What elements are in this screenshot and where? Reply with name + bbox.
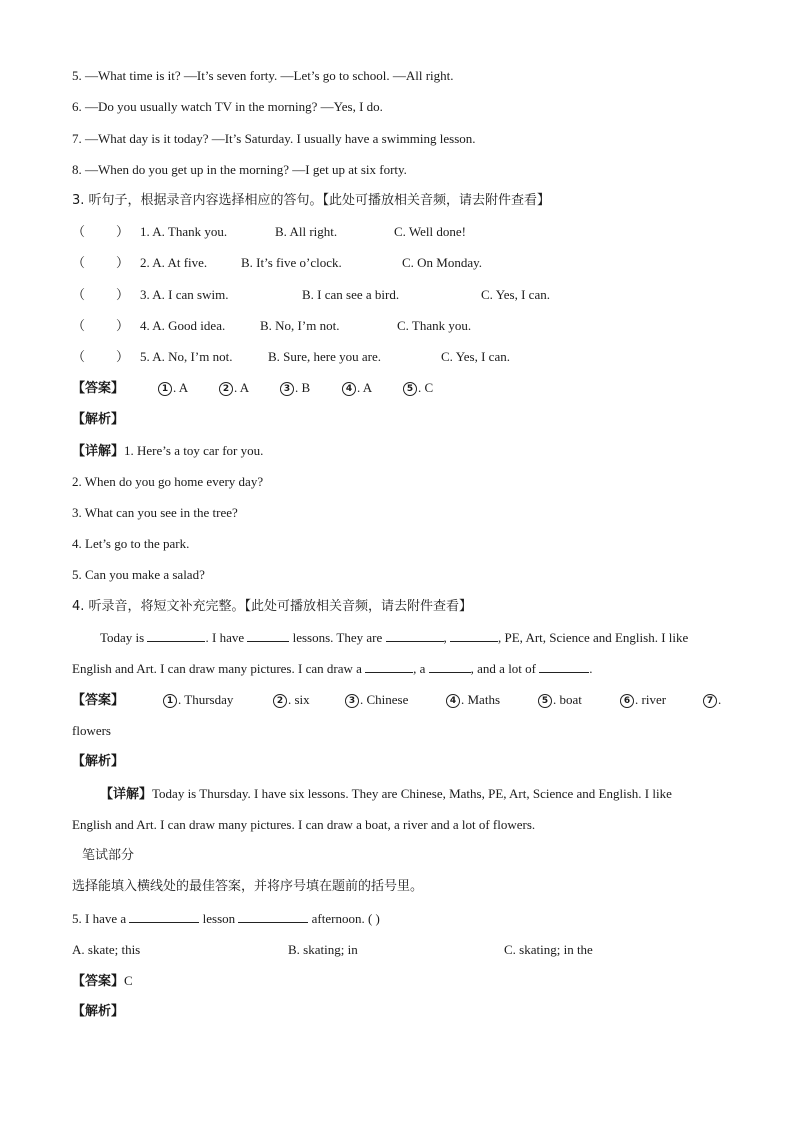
option-c: C. Thank you. [397,318,472,333]
instruction: 选择能填入横线处的最佳答案，并将序号填在题前的括号里。 [72,879,424,894]
answer-item-4 [342,378,372,398]
q4-answer-line [72,690,722,710]
paren-open: （ [72,255,86,270]
answer-value: . six [288,692,310,707]
q5-analysis-label: 【解析】 [72,1004,125,1019]
stem-text: afternoon. ( ) [311,911,380,926]
answer-item-7 [703,690,721,710]
answer-value: . [718,692,722,707]
answer-item-1 [158,378,188,398]
paren-open: （ [72,318,86,333]
answer-value: . C [418,380,434,395]
q5-answer-line [72,971,722,991]
q3-detail-line-1 [72,441,722,461]
option-b: B. It’s five o’clock. [241,255,342,270]
listen-line-8: 8. —When do you get up in the morning? —I get up at six forty. [72,162,407,177]
answer-item-2 [273,690,310,710]
option-a: 2. A. At five. [140,255,208,270]
circled-number: 4 [342,382,356,396]
paren-open: （ [72,224,86,239]
answer-item-6 [620,690,666,710]
q4-analysis-label: 【解析】 [72,754,125,769]
paren-close: ） [116,287,130,302]
circled-number: 4 [446,694,460,708]
option-a: 4. A. Good idea. [140,318,226,333]
stem-text: lesson [202,911,236,926]
answer-value: C [124,973,133,988]
stem-text: 5. I have a [72,911,127,926]
q5-stem [72,909,722,929]
q3-detail-line-4: 4. Let’s go to the park. [72,536,190,551]
answer-value: . Thursday [178,692,234,707]
paren-close: ） [116,349,130,364]
q4-detail-line-1 [100,784,722,804]
option-b: B. I can see a bird. [302,287,400,302]
answer-item-5 [538,690,582,710]
option-a: 1. A. Thank you. [140,224,228,239]
q3-answer-line [72,378,722,398]
q4-passage-line-2 [72,659,722,679]
answer-value: . boat [553,692,582,707]
answer-item-3 [345,690,408,710]
answer-item-2 [219,378,249,398]
q3-item-1 [72,222,722,242]
detail-text: 1. Here’s a toy car for you. [124,443,264,458]
option-c: C. On Monday. [402,255,483,270]
answer-value: . A [173,380,189,395]
answer-item-4 [446,690,500,710]
answer-value: . Chinese [360,692,409,707]
answer-value: . A [357,380,373,395]
answer-item-5 [403,378,433,398]
blank-1[interactable] [129,909,199,923]
blank-2[interactable] [238,909,308,923]
passage-text: , PE, Art, Science and English. I like [498,630,689,645]
passage-text: English and Art. I can draw many pictures. I can draw a [72,661,362,676]
q4-answer-tail: flowers [72,723,111,738]
q3-analysis-label: 【解析】 [72,412,125,427]
option-c: C. Well done! [394,224,467,239]
blank-3[interactable] [386,628,444,642]
option-a: A. skate; this [72,942,141,957]
passage-text: . [589,661,593,676]
q4-passage-line-1 [100,628,722,648]
passage-text: , [443,630,447,645]
detail-text: Today is Thursday. I have six lessons. They are Chinese, Maths, PE, Art, Science and English. I like [152,786,672,801]
option-b: B. All right. [275,224,338,239]
paren-open: （ [72,349,86,364]
circled-number: 2 [273,694,287,708]
q3-title: 3. 听句子，根据录音内容选择相应的答句。【此处可播放相关音频，请去附件查看】 [72,193,551,208]
paren-close: ） [116,224,130,239]
paren-close: ） [116,318,130,333]
passage-text: lessons. They are [292,630,383,645]
q4-title: 4. 听录音，将短文补充完整。【此处可播放相关音频，请去附件查看】 [72,599,473,614]
q3-item-3 [72,285,722,305]
blank-6[interactable] [429,659,471,673]
blank-1[interactable] [147,628,205,642]
circled-number: 1 [163,694,177,708]
blank-7[interactable] [539,659,589,673]
listen-line-6: 6. —Do you usually watch TV in the morning? —Yes, I do. [72,99,383,114]
blank-5[interactable] [365,659,413,673]
q3-item-5 [72,347,722,367]
answer-value: . Maths [461,692,500,707]
option-b: B. Sure, here you are. [268,349,381,364]
circled-number: 3 [345,694,359,708]
option-a: 3. A. I can swim. [140,287,229,302]
circled-number: 1 [158,382,172,396]
q3-item-4 [72,316,722,336]
circled-number: 5 [538,694,552,708]
option-c: C. Yes, I can. [441,349,510,364]
circled-number: 7 [703,694,717,708]
q3-detail-line-2: 2. When do you go home every day? [72,474,264,489]
answer-value: . B [295,380,311,395]
answer-label: 【答案】 [72,381,125,396]
section-title: 笔试部分 [82,848,135,863]
passage-text: , a [413,661,426,676]
detail-label: 【详解】 [100,787,153,802]
answer-label: 【答案】 [72,693,125,708]
answer-value: . river [635,692,667,707]
option-a: 5. A. No, I’m not. [140,349,233,364]
answer-value: . A [234,380,250,395]
q3-detail-line-3: 3. What can you see in the tree? [72,505,238,520]
paren-open: （ [72,287,86,302]
option-b: B. No, I’m not. [260,318,340,333]
listen-line-5: 5. —What time is it? —It’s seven forty. —Let’s go to school. —All right. [72,68,454,83]
passage-text: . I have [205,630,245,645]
blank-4[interactable] [450,628,498,642]
circled-number: 2 [219,382,233,396]
answer-label: 【答案】 [72,974,125,989]
option-b: B. skating; in [288,942,358,957]
circled-number: 3 [280,382,294,396]
circled-number: 6 [620,694,634,708]
passage-text: Today is [100,630,145,645]
q3-detail-line-5: 5. Can you make a salad? [72,567,205,582]
paren-close: ） [116,255,130,270]
blank-2[interactable] [247,628,289,642]
answer-item-1 [163,690,233,710]
circled-number: 5 [403,382,417,396]
q3-item-2 [72,253,722,273]
detail-label: 【详解】 [72,444,125,459]
passage-text: , and a lot of [470,661,536,676]
option-c: C. skating; in the [504,942,593,957]
q5-options [72,940,722,960]
option-c: C. Yes, I can. [481,287,550,302]
q4-detail-line-2: English and Art. I can draw many pictures. I can draw a boat, a river and a lot of flowers. [72,817,536,832]
answer-item-3 [280,378,310,398]
listen-line-7: 7. —What day is it today? —It’s Saturday. I usually have a swimming lesson. [72,131,476,146]
